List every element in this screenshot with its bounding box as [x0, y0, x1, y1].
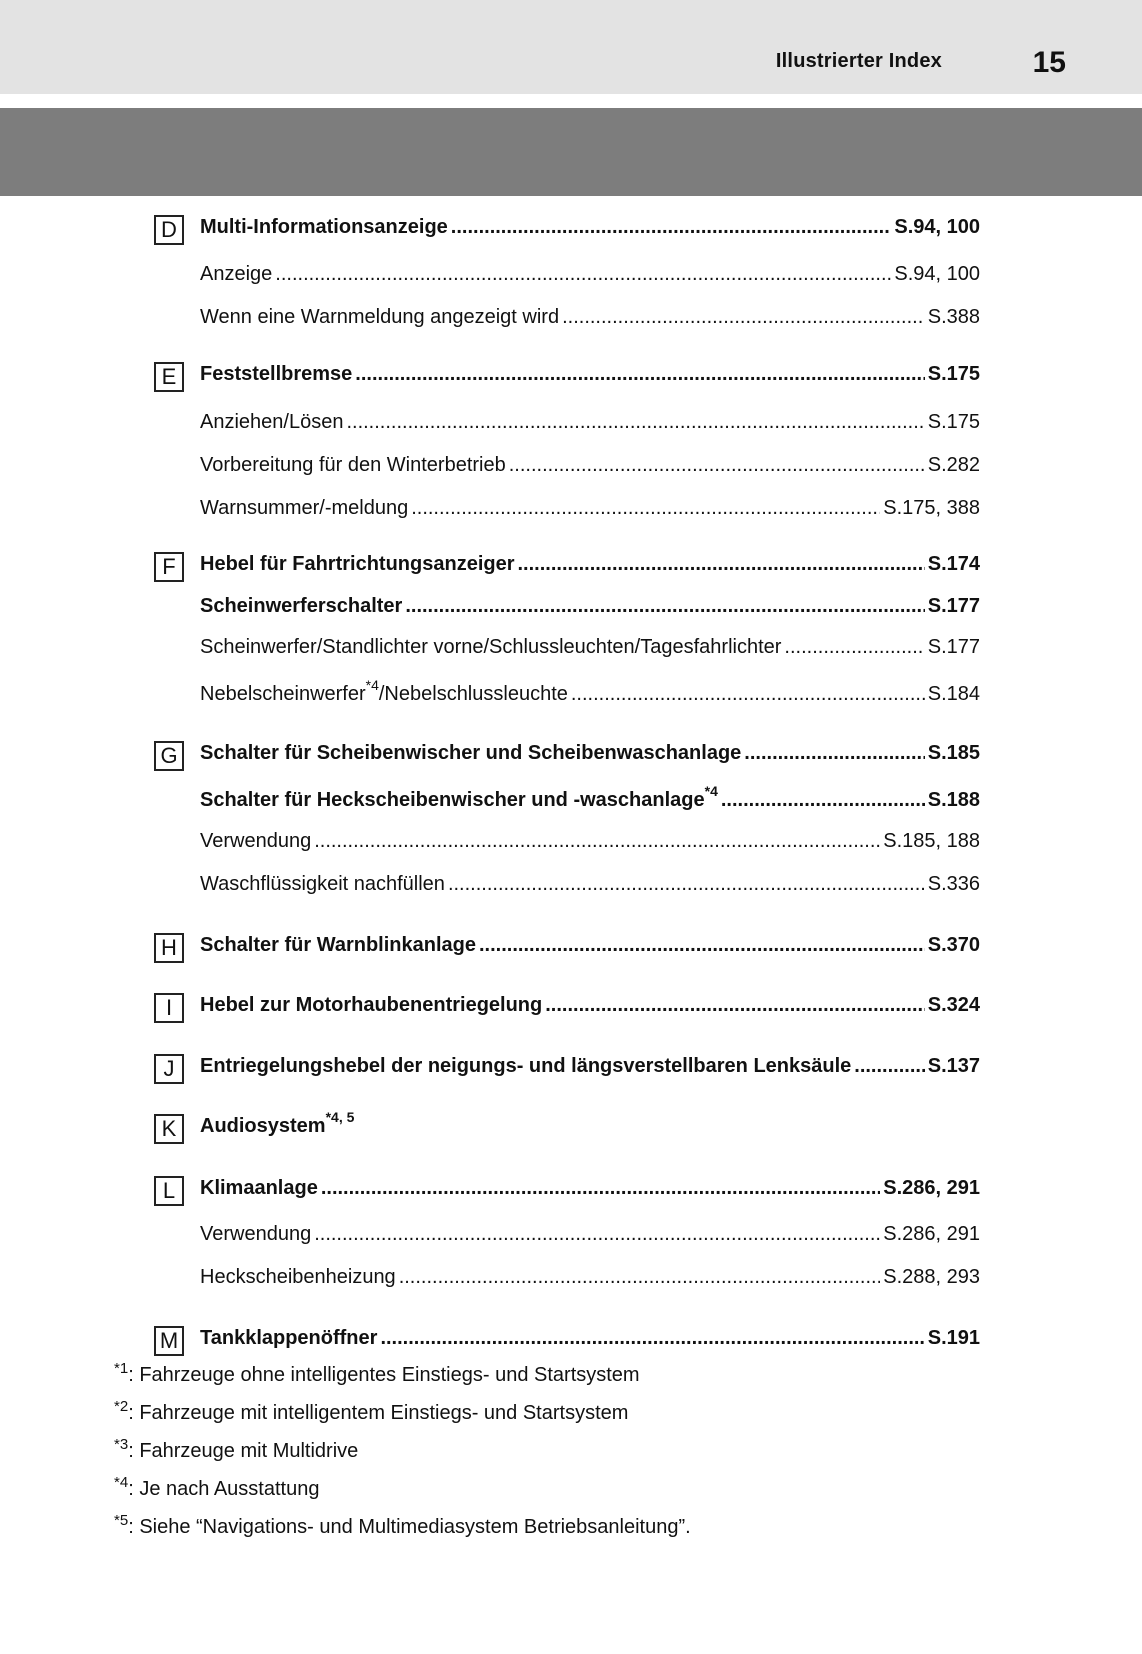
entry-page-reference: S.185, 188	[883, 830, 980, 852]
entry-label	[200, 1223, 311, 1246]
entry-label-text: Anzeige	[200, 263, 273, 285]
entry-label	[200, 934, 476, 957]
dot-leader	[380, 1327, 924, 1350]
index-entry[interactable]	[200, 742, 980, 772]
dot-leader	[545, 994, 924, 1017]
entry-label-text: Tankklappenöffner	[200, 1327, 378, 1349]
footnote-mark: *4	[114, 1474, 129, 1491]
footnote-text: Fahrzeuge mit intelligentem Einstiegs- und Startsystem	[139, 1402, 629, 1424]
footnote-item	[114, 1474, 320, 1501]
entry-label-text: Verwendung	[200, 830, 312, 852]
entry-page-reference: S.177	[927, 595, 980, 617]
index-entry[interactable]	[200, 934, 980, 964]
entry-label-text: Hebel zur Motorhaubenentriegelung	[200, 994, 543, 1016]
entry-label-text: Waschflüssigkeit nachfüllen	[200, 873, 445, 895]
entry-label	[200, 497, 408, 520]
entry-label-text: Klimaanlage	[200, 1177, 318, 1199]
footnote-item	[114, 1512, 691, 1539]
entry-page-reference: S.191	[927, 1327, 980, 1349]
index-entry[interactable]	[200, 1223, 980, 1253]
entry-page-reference: S.188	[927, 789, 980, 811]
entry-label	[200, 830, 311, 853]
section-letter-j: J	[154, 1054, 184, 1084]
footnote-reference: *4	[704, 783, 718, 800]
dot-leader	[721, 789, 925, 812]
section-letter-h: H	[154, 933, 184, 963]
entry-label	[200, 742, 741, 765]
entry-label	[200, 636, 781, 659]
footnote-colon: :	[128, 1402, 140, 1424]
entry-label-text-after: /Nebelschlussleuchte	[378, 683, 568, 705]
entry-page-reference: S.175	[927, 363, 980, 385]
entry-label	[200, 1055, 851, 1078]
entry-label-text: Warnsummer/-meldung	[200, 497, 409, 519]
index-entry[interactable]	[200, 497, 980, 527]
entry-label-text: Scheinwerferschalter	[200, 595, 403, 617]
entry-label	[200, 595, 402, 618]
entry-label-text: Wenn eine Warnmeldung angezeigt wird	[200, 306, 560, 328]
section-letter-l: L	[154, 1176, 184, 1206]
footnote-mark: *5	[114, 1512, 129, 1529]
index-entry[interactable]	[200, 216, 980, 246]
dot-leader	[854, 1055, 924, 1078]
entry-page-reference: S.94, 100	[894, 263, 980, 285]
index-entry[interactable]	[200, 595, 980, 625]
entry-label	[200, 1109, 355, 1138]
entry-page-reference: S.288, 293	[883, 1266, 980, 1288]
entry-label-text: Schalter für Heckscheibenwischer und -waschanlage	[200, 789, 705, 811]
entry-page-reference: S.286, 291	[883, 1223, 980, 1245]
dot-leader	[571, 683, 925, 706]
header-band	[0, 108, 1142, 196]
index-entry[interactable]	[200, 636, 980, 666]
entry-label	[200, 454, 506, 477]
footnote-reference: *4, 5	[325, 1109, 355, 1126]
entry-label-text: Nebelscheinwerfer	[200, 683, 366, 705]
entry-label	[200, 216, 448, 239]
footnote-item	[114, 1436, 359, 1463]
entry-label	[200, 994, 542, 1017]
entry-page-reference: S.286, 291	[883, 1177, 980, 1199]
header-title: Illustrierter Index	[775, 50, 942, 72]
index-entry[interactable]	[200, 363, 980, 393]
entry-page-reference: S.370	[927, 934, 980, 956]
dot-leader	[562, 306, 925, 329]
footnote-colon: :	[128, 1440, 140, 1462]
entry-page-reference: S.388	[927, 306, 980, 328]
index-entry[interactable]	[200, 873, 980, 903]
entry-page-reference: S.324	[927, 994, 980, 1016]
dot-leader	[479, 934, 925, 957]
entry-page-reference: S.184	[927, 683, 980, 705]
index-entry[interactable]	[200, 411, 980, 441]
footnote-reference: *4	[365, 677, 379, 694]
dot-leader	[355, 363, 924, 386]
entry-label-text: Entriegelungshebel der neigungs- und längsverstellbaren Lenksäule	[200, 1055, 852, 1077]
section-letter-k: K	[154, 1114, 184, 1144]
index-entry[interactable]	[200, 1055, 980, 1085]
index-entry[interactable]	[200, 263, 980, 293]
footnote-item	[114, 1398, 629, 1425]
entry-label	[200, 1266, 396, 1289]
entry-page-reference: S.282	[927, 454, 980, 476]
footnote-text: Je nach Ausstattung	[139, 1478, 320, 1500]
dot-leader	[509, 454, 925, 477]
entry-label-text: Vorbereitung für den Winterbetrieb	[200, 454, 506, 476]
entry-label	[200, 411, 343, 434]
section-letter-f: F	[154, 552, 184, 582]
dot-leader	[784, 636, 924, 659]
page-header	[0, 0, 1142, 94]
entry-page-reference: S.175, 388	[883, 497, 980, 519]
dot-leader	[451, 216, 892, 239]
entry-page-reference: S.137	[927, 1055, 980, 1077]
section-letter-g: G	[154, 741, 184, 771]
entry-label	[200, 873, 445, 896]
entry-page-reference: S.336	[927, 873, 980, 895]
entry-label	[200, 783, 718, 812]
footnote-mark: *3	[114, 1436, 129, 1453]
entry-label-text: Anziehen/Lösen	[200, 411, 344, 433]
dot-leader	[321, 1177, 880, 1200]
entry-page-reference: S.177	[927, 636, 980, 658]
index-entry[interactable]	[200, 783, 980, 819]
index-entry[interactable]	[200, 830, 980, 860]
index-entry[interactable]	[200, 1177, 980, 1207]
entry-label-text: Schalter für Scheibenwischer und Scheibenwaschanlage	[200, 742, 742, 764]
index-entry[interactable]	[200, 994, 980, 1024]
dot-leader	[314, 1223, 880, 1246]
section-letter-m: M	[154, 1326, 184, 1356]
entry-page-reference: S.185	[927, 742, 980, 764]
index-entry[interactable]	[200, 1327, 980, 1357]
entry-label-text: Multi-Informationsanzeige	[200, 216, 448, 238]
entry-label-text: Feststellbremse	[200, 363, 353, 385]
dot-leader	[314, 830, 880, 853]
index-entry[interactable]	[200, 306, 980, 336]
footnote-text: Fahrzeuge mit Multidrive	[139, 1440, 359, 1462]
entry-label-text: Schalter für Warnblinkanlage	[200, 934, 476, 956]
index-entry[interactable]	[200, 1109, 980, 1145]
entry-label-text: Verwendung	[200, 1223, 312, 1245]
entry-label	[200, 363, 352, 386]
index-entry[interactable]	[200, 454, 980, 484]
footnote-item	[114, 1360, 640, 1387]
dot-leader	[411, 497, 880, 520]
entry-label	[200, 306, 559, 329]
entry-label-text: Scheinwerfer/Standlichter vorne/Schlussleuchten/Tagesfahrlichter	[200, 636, 782, 658]
entry-label	[200, 1327, 377, 1350]
section-letter-i: I	[154, 993, 184, 1023]
dot-leader	[448, 873, 925, 896]
dot-leader	[346, 411, 924, 434]
entry-label-text: Hebel für Fahrtrichtungsanzeiger	[200, 553, 515, 575]
entry-page-reference: S.174	[927, 553, 980, 575]
footnote-mark: *1	[114, 1360, 129, 1377]
section-letter-e: E	[154, 362, 184, 392]
footnote-colon: :	[128, 1478, 140, 1500]
footnote-text: Fahrzeuge ohne intelligentes Einstiegs- und Startsystem	[139, 1364, 640, 1386]
entry-label	[200, 553, 515, 576]
entry-label	[200, 263, 272, 286]
entry-label	[200, 1177, 318, 1200]
index-entry[interactable]	[200, 553, 980, 583]
footnote-colon: :	[128, 1516, 140, 1538]
footnote-text: Siehe “Navigations- und Multimediasystem Betriebsanleitung”.	[139, 1516, 691, 1538]
footnote-mark: *2	[114, 1398, 129, 1415]
section-letter-d: D	[154, 215, 184, 245]
page-number: 15	[1032, 46, 1066, 79]
index-entry[interactable]	[200, 1266, 980, 1296]
entry-page-reference: S.94, 100	[894, 216, 980, 238]
footnote-colon: :	[128, 1364, 140, 1386]
entry-label	[200, 677, 568, 706]
dot-leader	[744, 742, 924, 765]
dot-leader	[518, 553, 925, 576]
entry-label-text: Heckscheibenheizung	[200, 1266, 396, 1288]
entry-label-text: Audiosystem	[200, 1115, 326, 1137]
index-entry[interactable]	[200, 677, 980, 713]
dot-leader	[399, 1266, 881, 1289]
dot-leader	[275, 263, 891, 286]
dot-leader	[405, 595, 924, 618]
entry-page-reference: S.175	[927, 411, 980, 433]
